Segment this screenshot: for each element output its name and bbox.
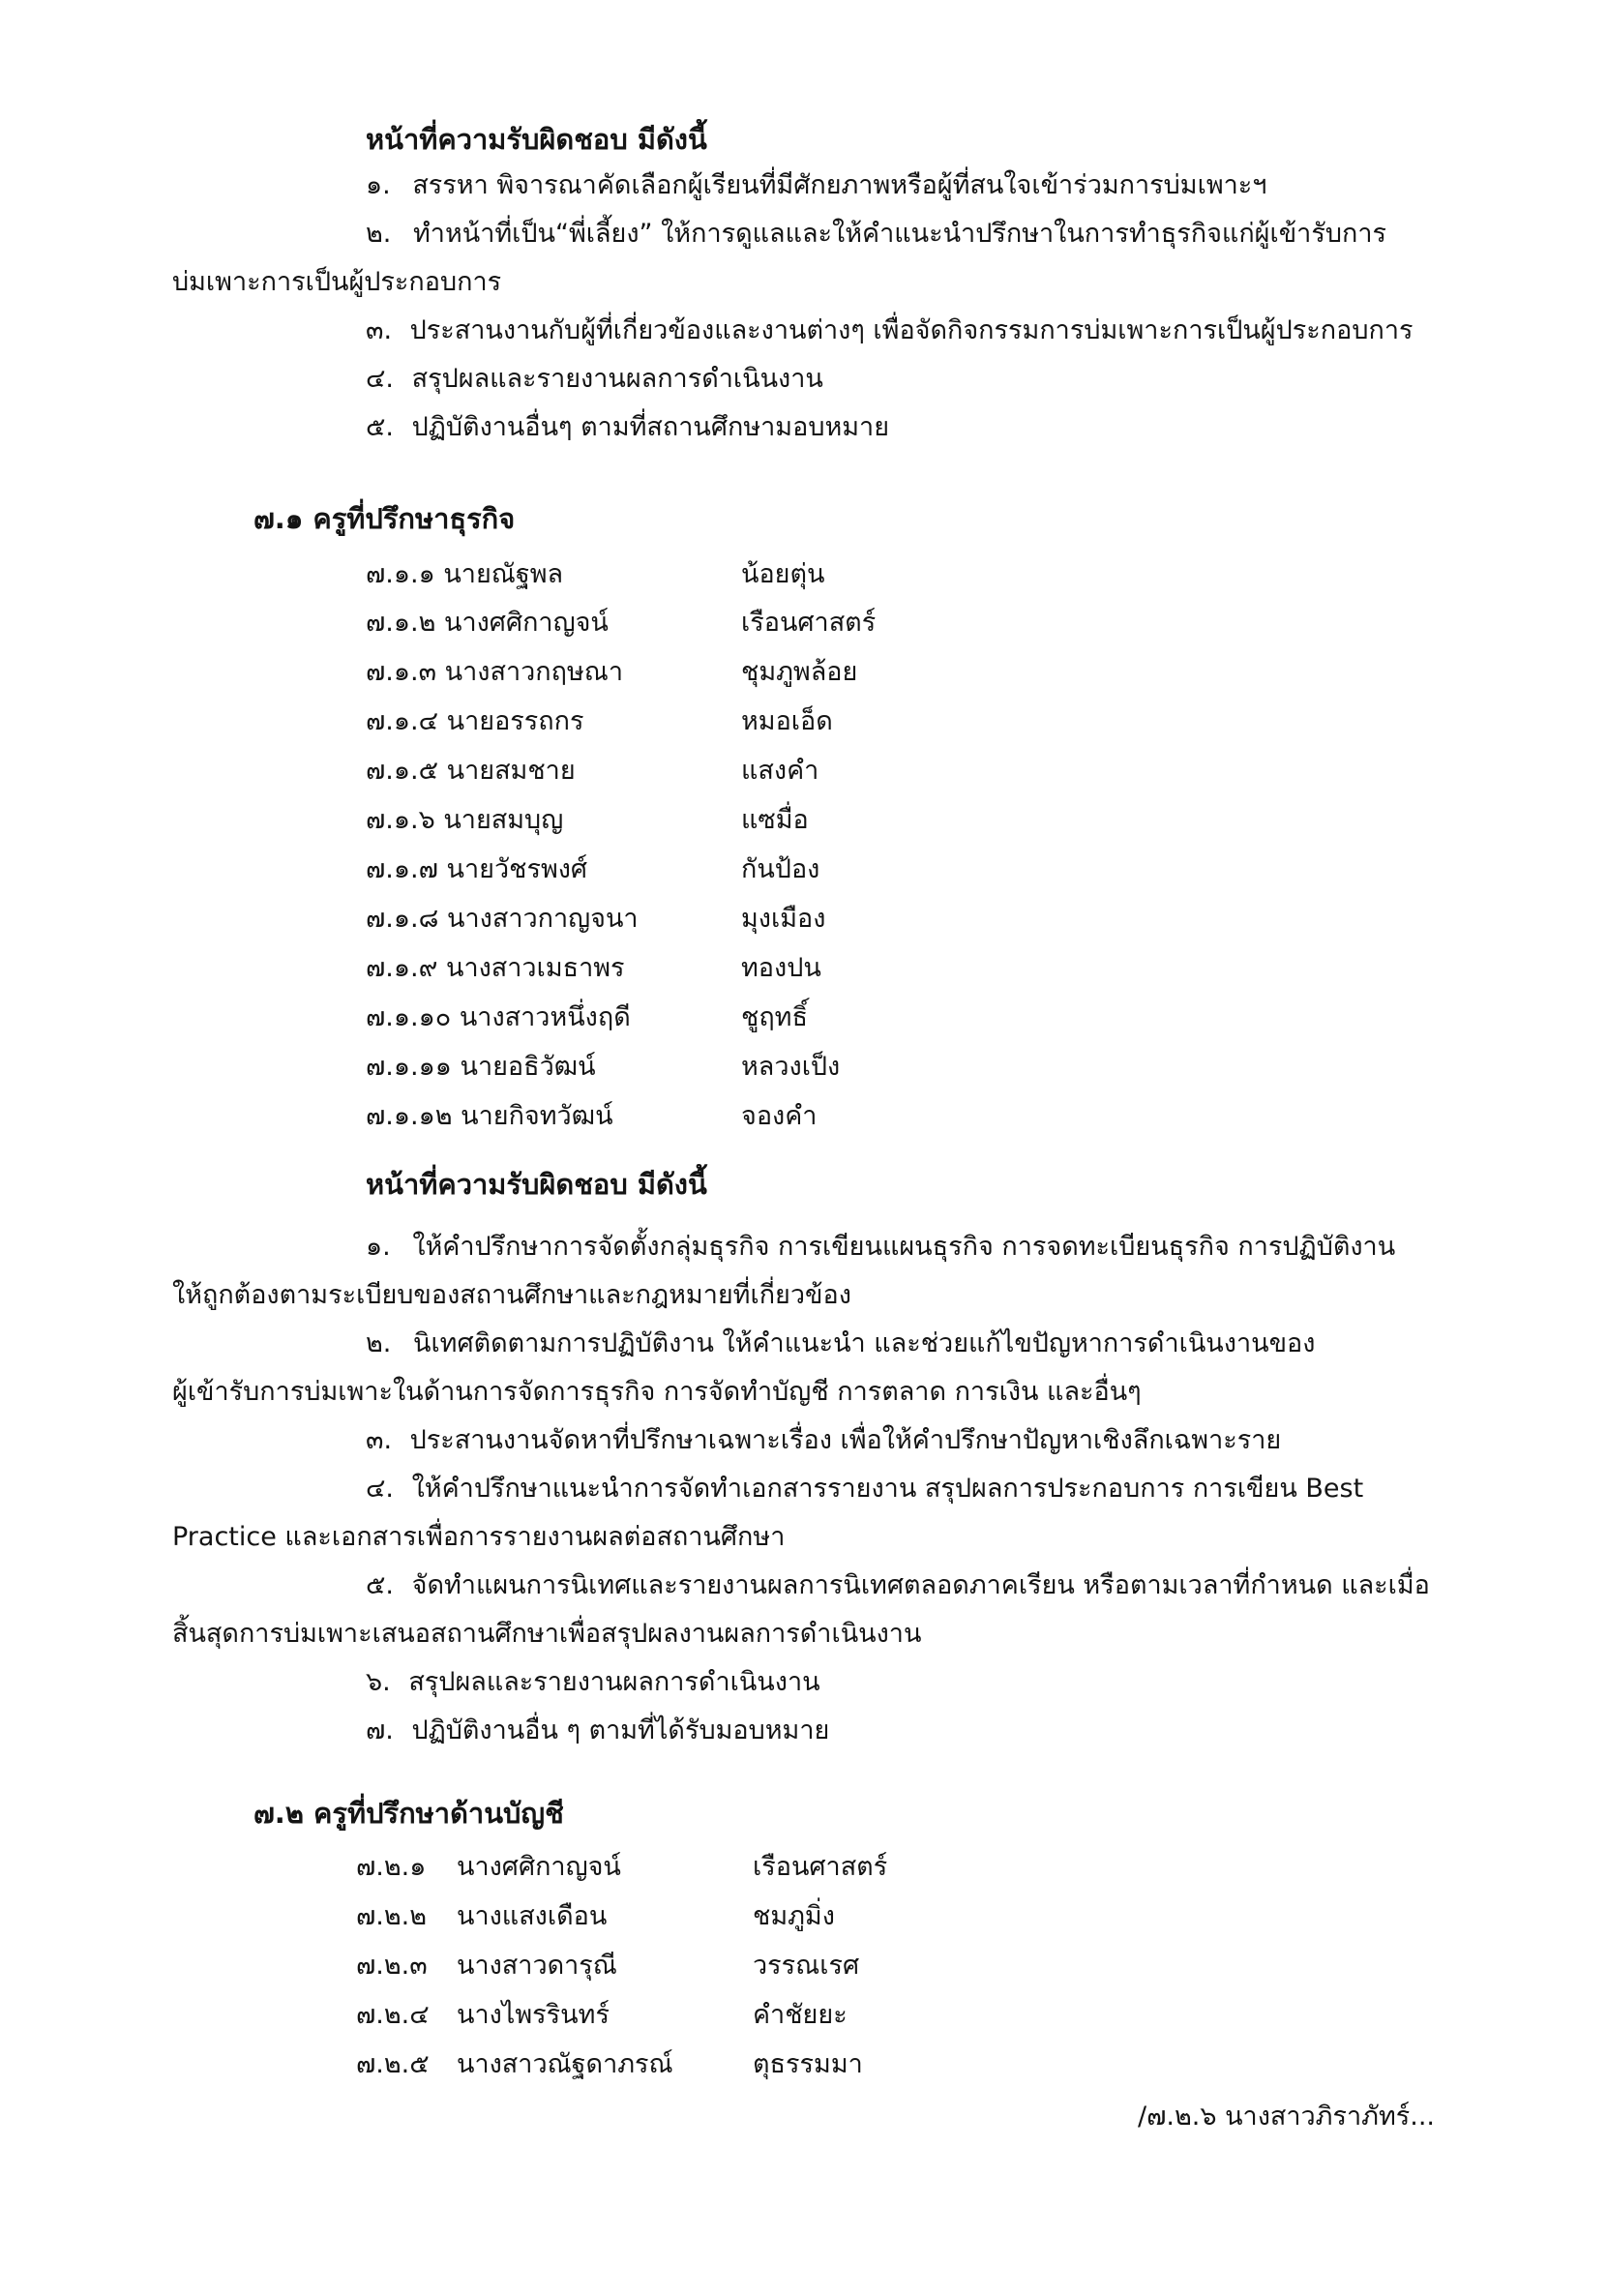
- section-72-heading: ๗.๒ ครูที่ปรึกษาด้านบัญชี: [253, 1797, 564, 1830]
- person-last-name: ตุธรรมมา: [753, 2049, 863, 2079]
- item-number: ๗.: [366, 1715, 394, 1745]
- person-last-name: ทองปน: [741, 953, 821, 983]
- person-last-name: ชูฤทธิ์: [741, 1002, 808, 1032]
- person-code: ๗.๑.๙: [366, 953, 438, 983]
- person-row: [366, 854, 587, 884]
- person-code: ๗.๑.๔: [366, 706, 439, 736]
- person-row: [366, 1101, 613, 1131]
- person-row: [366, 657, 623, 687]
- person-last-name: แซมื่อ: [741, 805, 809, 835]
- person-last-name: แสงคำ: [741, 756, 819, 786]
- person-row: [366, 1052, 596, 1082]
- page-continuation: /๗.๒.๖ นางสาวภิราภัทร์...: [1138, 2102, 1435, 2132]
- person-first-name: นายวัชรพงศ์: [446, 854, 588, 884]
- person-code: ๗.๑.๑๐: [366, 1002, 452, 1032]
- person-first-name: นางสาวเมธาพร: [445, 953, 625, 983]
- item-number: ๔.: [366, 364, 395, 394]
- item-number: ๓.: [366, 315, 393, 345]
- person-first-name: นางสาวณัฐดาภรณ์: [457, 2049, 673, 2079]
- person-first-name: นางสาวกฤษณา: [444, 657, 623, 687]
- item-text: ประสานงานกับผู้ที่เกี่ยวข้องและงานต่างๆ เพื่อจัดกิจกรรมการบ่มเพาะการเป็นผู้ประกอบการ: [409, 315, 1414, 345]
- person-row: [366, 608, 609, 638]
- person-code: ๗.๑.๘: [366, 904, 439, 934]
- person-last-name: คำชัยยะ: [753, 2000, 848, 2030]
- person-first-name: นางศศิกาญจน์: [457, 1852, 621, 1882]
- item-number: ๓.: [366, 1425, 393, 1455]
- item-number: ๔.: [366, 1474, 395, 1504]
- duty-item-2: [366, 219, 1386, 249]
- person-first-name: นายอรรถกร: [446, 706, 584, 736]
- item-number: ๑.: [366, 170, 391, 200]
- item-number: ๒.: [366, 219, 392, 249]
- item-number: ๑.: [366, 1232, 391, 1262]
- item-text: ประสานงานจัดหาที่ปรึกษาเฉพาะเรื่อง เพื่อให้คำปรึกษาปัญหาเชิงลึกเฉพาะราย: [409, 1425, 1282, 1455]
- duty-item-2: [366, 1328, 1315, 1358]
- duty-item-4-continued: Practice และเอกสารเพื่อการรายงานผลต่อสถานศึกษา: [172, 1522, 786, 1552]
- person-code: ๗.๒.๑: [356, 1852, 427, 1882]
- duty-item-6: [366, 1667, 820, 1697]
- duty-item-5-continued: สิ้นสุดการบ่มเพาะเสนอสถานศึกษาเพื่อสรุปผลงานผลการดำเนินงาน: [172, 1619, 922, 1649]
- duties-heading: หน้าที่ความรับผิดชอบ มีดังนี้: [366, 123, 707, 156]
- person-code: ๗.๑.๗: [366, 854, 438, 884]
- duty-item-5: [366, 1570, 1430, 1600]
- person-row: [366, 953, 625, 983]
- person-code: ๗.๒.๔: [356, 2000, 430, 2030]
- person-first-name: นายสมชาย: [446, 756, 576, 786]
- person-code: ๗.๑.๒: [366, 608, 436, 638]
- item-text: สรุปผลและรายงานผลการดำเนินงาน: [411, 364, 823, 394]
- person-last-name: เรือนศาสตร์: [753, 1852, 888, 1882]
- person-first-name: นางสาวหนึ่งฤดี: [459, 1002, 631, 1032]
- person-code: ๗.๑.๕: [366, 756, 439, 786]
- person-last-name: กันป้อง: [741, 854, 820, 884]
- person-first-name: นายณัฐพล: [443, 559, 564, 589]
- person-first-name: นายอธิวัฒน์: [460, 1052, 596, 1082]
- duty-item-4: [366, 1474, 1363, 1504]
- person-last-name: เรือนศาสตร์: [741, 608, 877, 638]
- duty-item-1: [366, 170, 1266, 200]
- item-number: ๒.: [366, 1328, 392, 1358]
- person-first-name: นางสาวกาญจนา: [447, 904, 639, 934]
- person-row: [366, 559, 563, 589]
- person-code: ๗.๒.๕: [356, 2049, 430, 2079]
- item-text: ให้คำปรึกษาการจัดตั้งกลุ่มธุรกิจ การเขียนแผนธุรกิจ การจดทะเบียนธุรกิจ การปฏิบัติงาน: [412, 1232, 1396, 1262]
- item-text: ให้คำปรึกษาแนะนำการจัดทำเอกสารรายงาน สรุปผลการประกอบการ การเขียน Best: [411, 1474, 1364, 1504]
- person-last-name: จองคำ: [741, 1101, 818, 1131]
- item-number: ๕.: [366, 1570, 395, 1600]
- person-code: ๗.๑.๓: [366, 657, 437, 687]
- item-text: นิเทศติดตามการปฏิบัติงาน ให้คำแนะนำ และช่วยแก้ไขปัญหาการดำเนินงานของ: [412, 1328, 1316, 1358]
- duty-item-2-continued: บ่มเพาะการเป็นผู้ประกอบการ: [172, 267, 502, 297]
- person-code: ๗.๑.๑๒: [366, 1101, 453, 1131]
- person-last-name: ชมภูมิ่ง: [753, 1901, 835, 1931]
- duty-item-3: [366, 1425, 1281, 1455]
- item-number: ๖.: [366, 1667, 391, 1697]
- item-text: ปฏิบัติงานอื่น ๆ ตามที่ได้รับมอบหมาย: [411, 1715, 830, 1745]
- person-first-name: นายกิจทวัฒน์: [461, 1101, 613, 1131]
- person-row: [366, 904, 639, 934]
- item-text: จัดทำแผนการนิเทศและรายงานผลการนิเทศตลอดภาคเรียน หรือตามเวลาที่กำหนด และเมื่อ: [411, 1570, 1430, 1600]
- person-code: ๗.๒.๒: [356, 1901, 428, 1931]
- duty-item-7: [366, 1715, 829, 1745]
- duties-heading: หน้าที่ความรับผิดชอบ มีดังนี้: [366, 1168, 707, 1201]
- duty-item-4: [366, 364, 823, 394]
- person-code: ๗.๑.๑๑: [366, 1052, 452, 1082]
- section-71-heading: ๗.๑ ครูที่ปรึกษาธุรกิจ: [253, 502, 516, 535]
- item-text: ปฏิบัติงานอื่นๆ ตามที่สถานศึกษามอบหมาย: [411, 412, 890, 442]
- person-last-name: วรรณเรศ: [753, 1951, 860, 1981]
- item-text: สรรหา พิจารณาคัดเลือกผู้เรียนที่มีศักยภาพหรือผู้ที่สนใจเข้าร่วมการบ่มเพาะฯ: [412, 170, 1267, 200]
- duty-item-1: [366, 1232, 1395, 1262]
- person-first-name: นางแสงเดือน: [457, 1901, 608, 1931]
- person-last-name: น้อยตุ่น: [741, 559, 825, 589]
- item-number: ๕.: [366, 412, 395, 442]
- duty-item-3: [366, 315, 1413, 345]
- person-first-name: นายสมบุญ: [443, 805, 564, 835]
- person-last-name: หลวงเป็ง: [741, 1052, 841, 1082]
- person-last-name: ชุมภูพล้อย: [741, 657, 858, 687]
- person-first-name: นางไพรรินทร์: [457, 2000, 610, 2030]
- person-last-name: หมอเอ็ด: [741, 706, 833, 736]
- person-code: ๗.๑.๖: [366, 805, 435, 835]
- duty-item-2-continued: ผู้เข้ารับการบ่มเพาะในด้านการจัดการธุรกิจ การจัดทำบัญชี การตลาด การเงิน และอื่นๆ: [172, 1377, 1142, 1407]
- person-row: [366, 805, 563, 835]
- person-code: ๗.๑.๑: [366, 559, 435, 589]
- person-row: [366, 706, 584, 736]
- person-code: ๗.๒.๓: [356, 1951, 428, 1981]
- person-row: [366, 756, 576, 786]
- person-row: [366, 1002, 631, 1032]
- person-first-name: นางศศิกาญจน์: [444, 608, 609, 638]
- item-text: สรุปผลและรายงานผลการดำเนินงาน: [408, 1667, 820, 1697]
- person-last-name: มุงเมือง: [741, 904, 826, 934]
- item-text: ทำหน้าที่เป็น“พี่เลี้ยง” ให้การดูแลและให้คำแนะนำปรึกษาในการทำธุรกิจแก่ผู้เข้ารับการ: [412, 219, 1386, 249]
- duty-item-1-continued: ให้ถูกต้องตามระเบียบของสถานศึกษาและกฎหมายที่เกี่ยวข้อง: [172, 1280, 851, 1310]
- duty-item-5: [366, 412, 889, 442]
- person-first-name: นางสาวดารุณี: [457, 1951, 617, 1981]
